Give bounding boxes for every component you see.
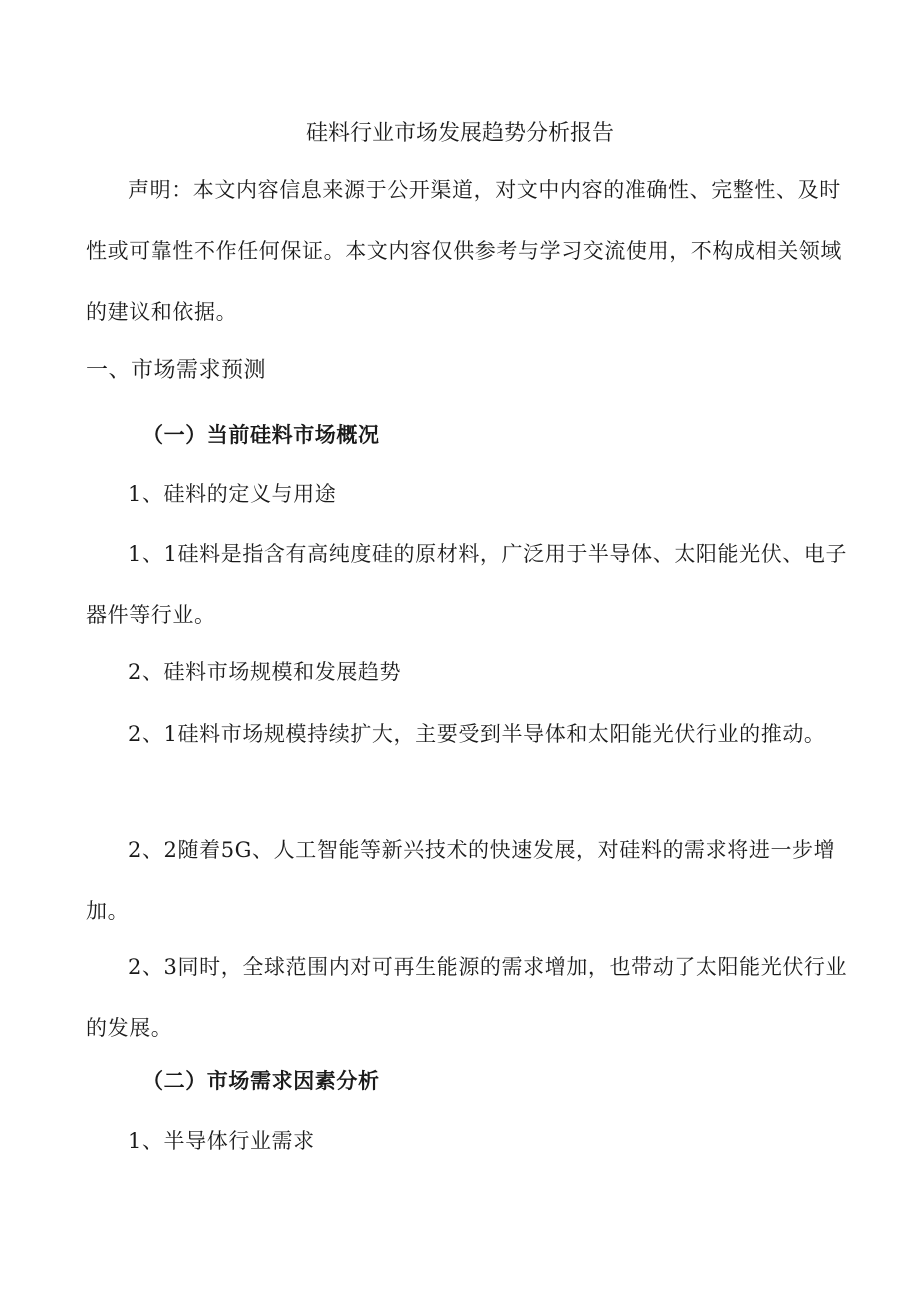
paragraph-market-scale-2: 2、2随着5G、人工智能等新兴技术的快速发展，对硅料的需求将进一步增加。 <box>86 838 836 923</box>
paragraph-definition-detail: 1、1硅料是指含有高纯度硅的原材料，广泛用于半导体、太阳能光伏、电子器件等行业。 <box>86 542 848 627</box>
section-heading-market-demand: 一、市场需求预测 <box>86 358 267 383</box>
document-title: 硅料行业市场发展趋势分析报告 <box>305 121 614 146</box>
paragraph-market-scale-1: 2、1硅料市场规模持续扩大，主要受到半导体和太阳能光伏行业的推动。 <box>128 722 826 746</box>
disclaimer-paragraph: 声明：本文内容信息来源于公开渠道，对文中内容的准确性、完整性、及时性或可靠性不作任何保证。本文内容仅供参考与学习交流使用，不构成相关领域的建议和依据。 <box>86 178 842 324</box>
item-title-semiconductor-demand: 1、半导体行业需求 <box>128 1129 315 1153</box>
item-title-definition: 1、硅料的定义与用途 <box>128 482 337 506</box>
subsection-heading-current-overview: （一）当前硅料市场概况 <box>142 422 380 447</box>
subsection-heading-demand-factors: （二）市场需求因素分析 <box>142 1068 380 1093</box>
paragraph-market-scale-3: 2、3同时，全球范围内对可再生能源的需求增加，也带动了太阳能光伏行业的发展。 <box>86 955 848 1040</box>
item-title-market-scale: 2、硅料市场规模和发展趋势 <box>128 660 402 684</box>
